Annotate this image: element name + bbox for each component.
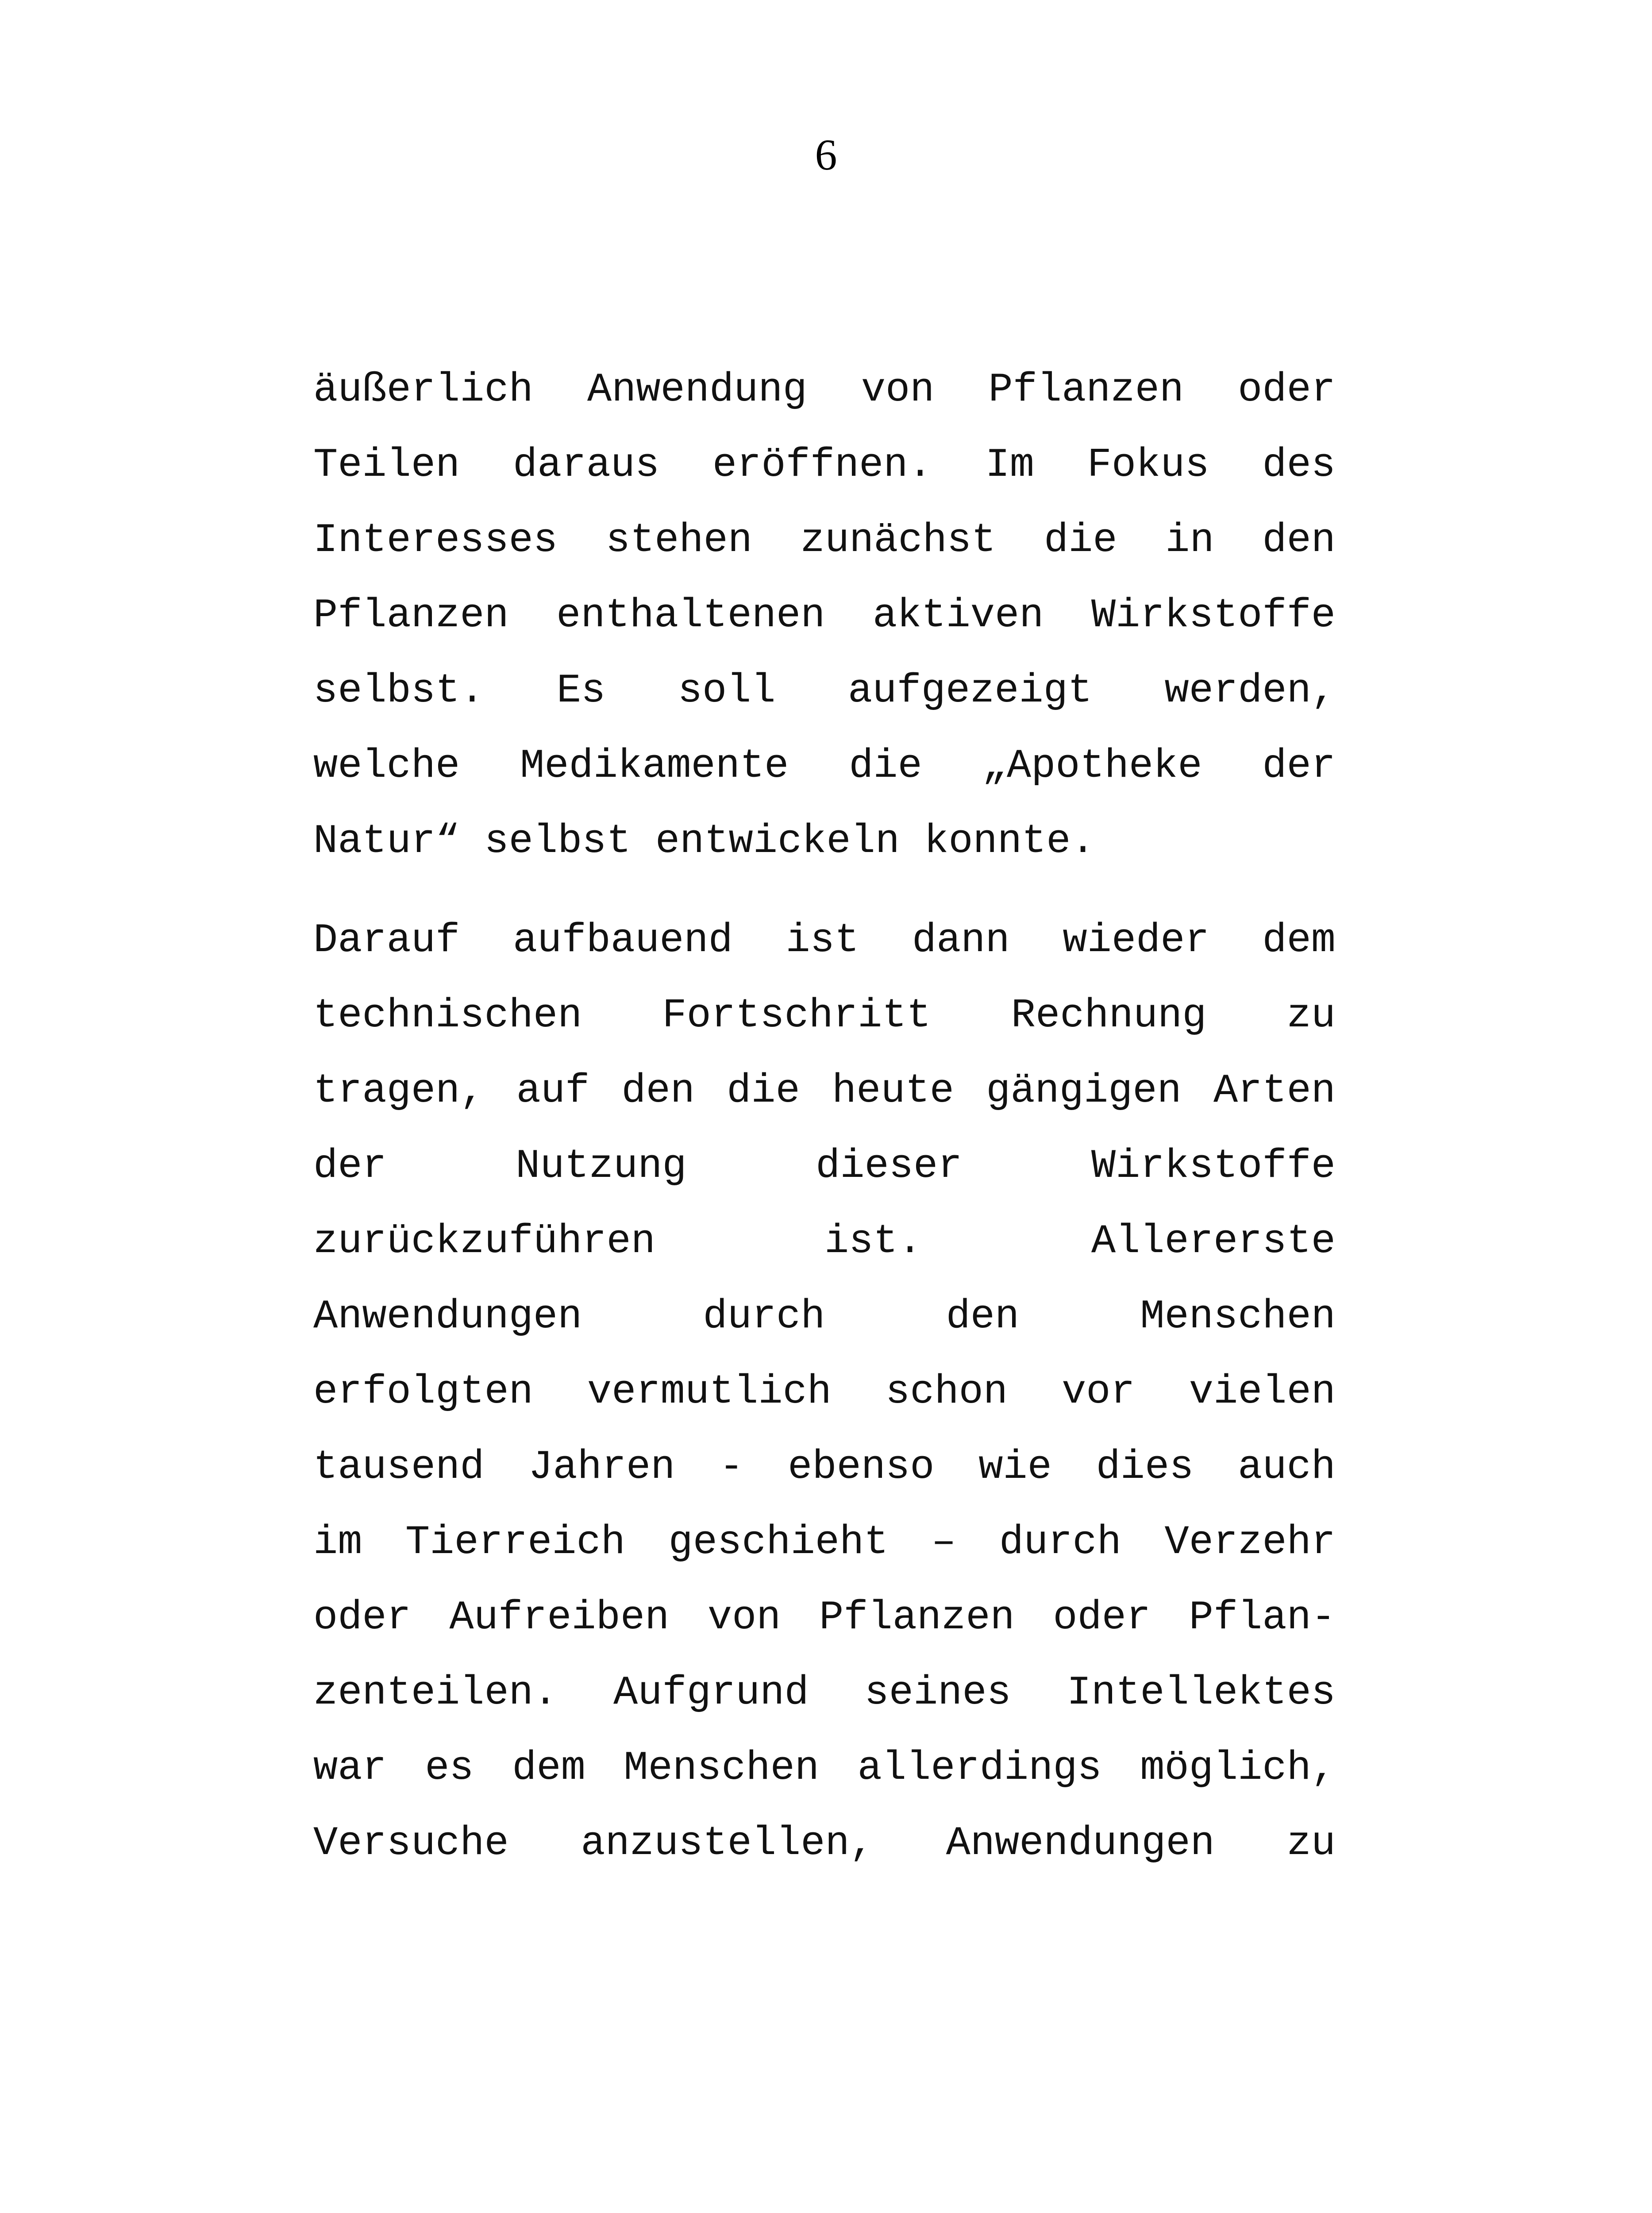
paragraph-2 (313, 903, 1336, 1881)
text-line: tausend Jahren - ebenso wie dies auch (313, 1444, 1336, 1490)
text-line: Anwendungen durch den Menschen (313, 1293, 1336, 1340)
text-line: der Nutzung dieser Wirkstoffe (313, 1143, 1336, 1189)
text-line: Pflanzen enthaltenen aktiven Wirkstoffe (313, 592, 1336, 639)
page-number: 6 (815, 130, 837, 179)
text-line: selbst. Es soll aufgezeigt werden, (313, 667, 1336, 714)
text-line: erfolgten vermutlich schon vor vielen (313, 1369, 1336, 1415)
text-line: welche Medikamente die „Apotheke der (313, 743, 1336, 789)
text-line: Teilen daraus eröffnen. Im Fokus des (313, 442, 1336, 488)
text-line: technischen Fortschritt Rechnung zu (313, 992, 1336, 1039)
text-line: Darauf aufbauend ist dann wieder dem (313, 917, 1336, 964)
text-line: Interesses stehen zunächst die in den (313, 517, 1336, 563)
text-line: Natur“ selbst entwickeln konnte. (313, 818, 1095, 864)
text-line: tragen, auf den die heute gängigen Arten (313, 1068, 1336, 1114)
paragraph-1 (313, 352, 1336, 879)
text-line: zenteilen. Aufgrund seines Intellektes (313, 1669, 1336, 1716)
text-line: zurückzuführen ist. Allererste (313, 1218, 1336, 1265)
text-line: Versuche anzustellen, Anwendungen zu (313, 1820, 1336, 1866)
text-line: äußerlich Anwendung von Pflanzen oder (313, 366, 1336, 413)
text-line: im Tierreich geschieht – durch Verzehr (313, 1519, 1336, 1565)
text-line: oder Aufreiben von Pflanzen oder Pflan- (313, 1594, 1336, 1641)
text-line: war es dem Menschen allerdings möglich, (313, 1745, 1336, 1791)
